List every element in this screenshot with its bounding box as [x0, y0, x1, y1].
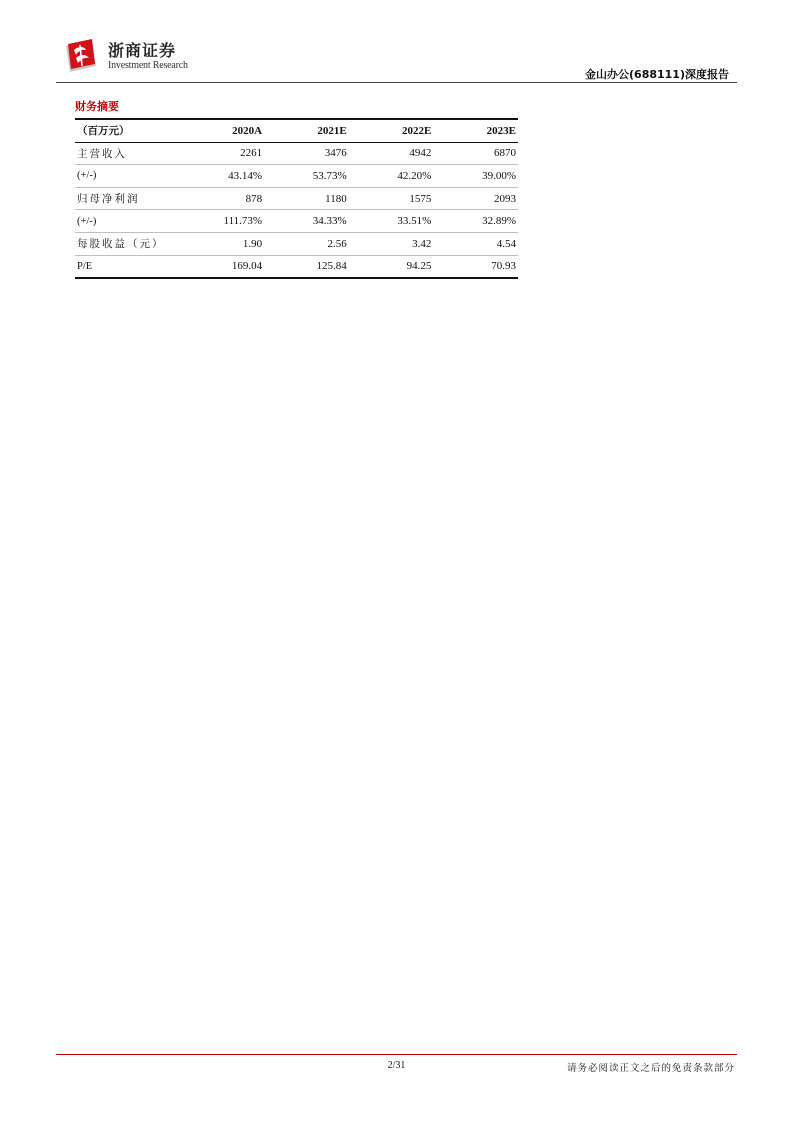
row-label: 每股收益（元）	[77, 238, 165, 251]
table-row	[75, 187, 518, 210]
table-row	[75, 255, 518, 278]
cell-value: 43.14%	[228, 169, 263, 182]
row-label: 归母净利润	[77, 193, 140, 206]
footer-divider	[56, 1054, 737, 1055]
cell-value: 33.51%	[397, 215, 432, 228]
cell-value: 111.73%	[223, 215, 263, 228]
cell-value: 878	[245, 192, 263, 205]
page-number: 2/31	[387, 1060, 406, 1071]
footer-disclaimer: 请务必阅读正文之后的免责条款部分	[566, 1063, 735, 1074]
cell-value: 53.73%	[312, 169, 347, 182]
cell-value: 2.56	[327, 237, 347, 250]
cell-value: 4.54	[496, 237, 516, 250]
table-row	[75, 210, 518, 233]
row-label: 主营收入	[77, 147, 127, 160]
table-header-row	[75, 119, 518, 142]
cell-value: 34.33%	[312, 215, 347, 228]
cell-value: 39.00%	[482, 169, 516, 182]
financial-summary-table	[75, 118, 518, 279]
cell-value: 32.89%	[482, 215, 516, 228]
header-col-2023e: 2023E	[486, 124, 516, 137]
cell-value: 94.25	[406, 260, 432, 273]
report-title: 金山办公(688111)深度报告	[585, 68, 729, 81]
cell-value: 42.20%	[397, 169, 432, 182]
cell-value: 6870	[494, 147, 516, 160]
section-title: 财务摘要	[75, 100, 119, 113]
logo-company-subtitle: Investment Research	[108, 60, 188, 71]
cell-value: 70.93	[491, 260, 516, 273]
cell-value: 3476	[324, 147, 347, 160]
cell-value: 1.90	[242, 237, 263, 250]
company-logo	[62, 36, 188, 76]
zheshang-logo-icon	[62, 36, 102, 76]
header-col-2021e: 2021E	[317, 124, 347, 137]
cell-value: 2093	[494, 192, 516, 205]
header-divider	[56, 82, 737, 83]
row-label: P/E	[77, 260, 93, 272]
cell-value: 169.04	[231, 260, 263, 273]
table-row	[75, 232, 518, 255]
row-label: (+/-)	[77, 215, 97, 227]
header-col-2022e: 2022E	[402, 124, 432, 137]
cell-value: 3.42	[412, 237, 432, 250]
cell-value: 1575	[409, 192, 432, 205]
logo-company-name: 浙商证券	[108, 41, 177, 60]
row-label: (+/-)	[77, 170, 97, 182]
header-col-2020a: 2020A	[232, 124, 263, 137]
cell-value: 4942	[409, 147, 432, 160]
table-row	[75, 165, 518, 188]
cell-value: 1180	[325, 192, 347, 205]
header-unit-label: （百万元）	[77, 125, 130, 138]
table-row	[75, 142, 518, 165]
cell-value: 2261	[240, 147, 263, 160]
cell-value: 125.84	[316, 260, 347, 273]
